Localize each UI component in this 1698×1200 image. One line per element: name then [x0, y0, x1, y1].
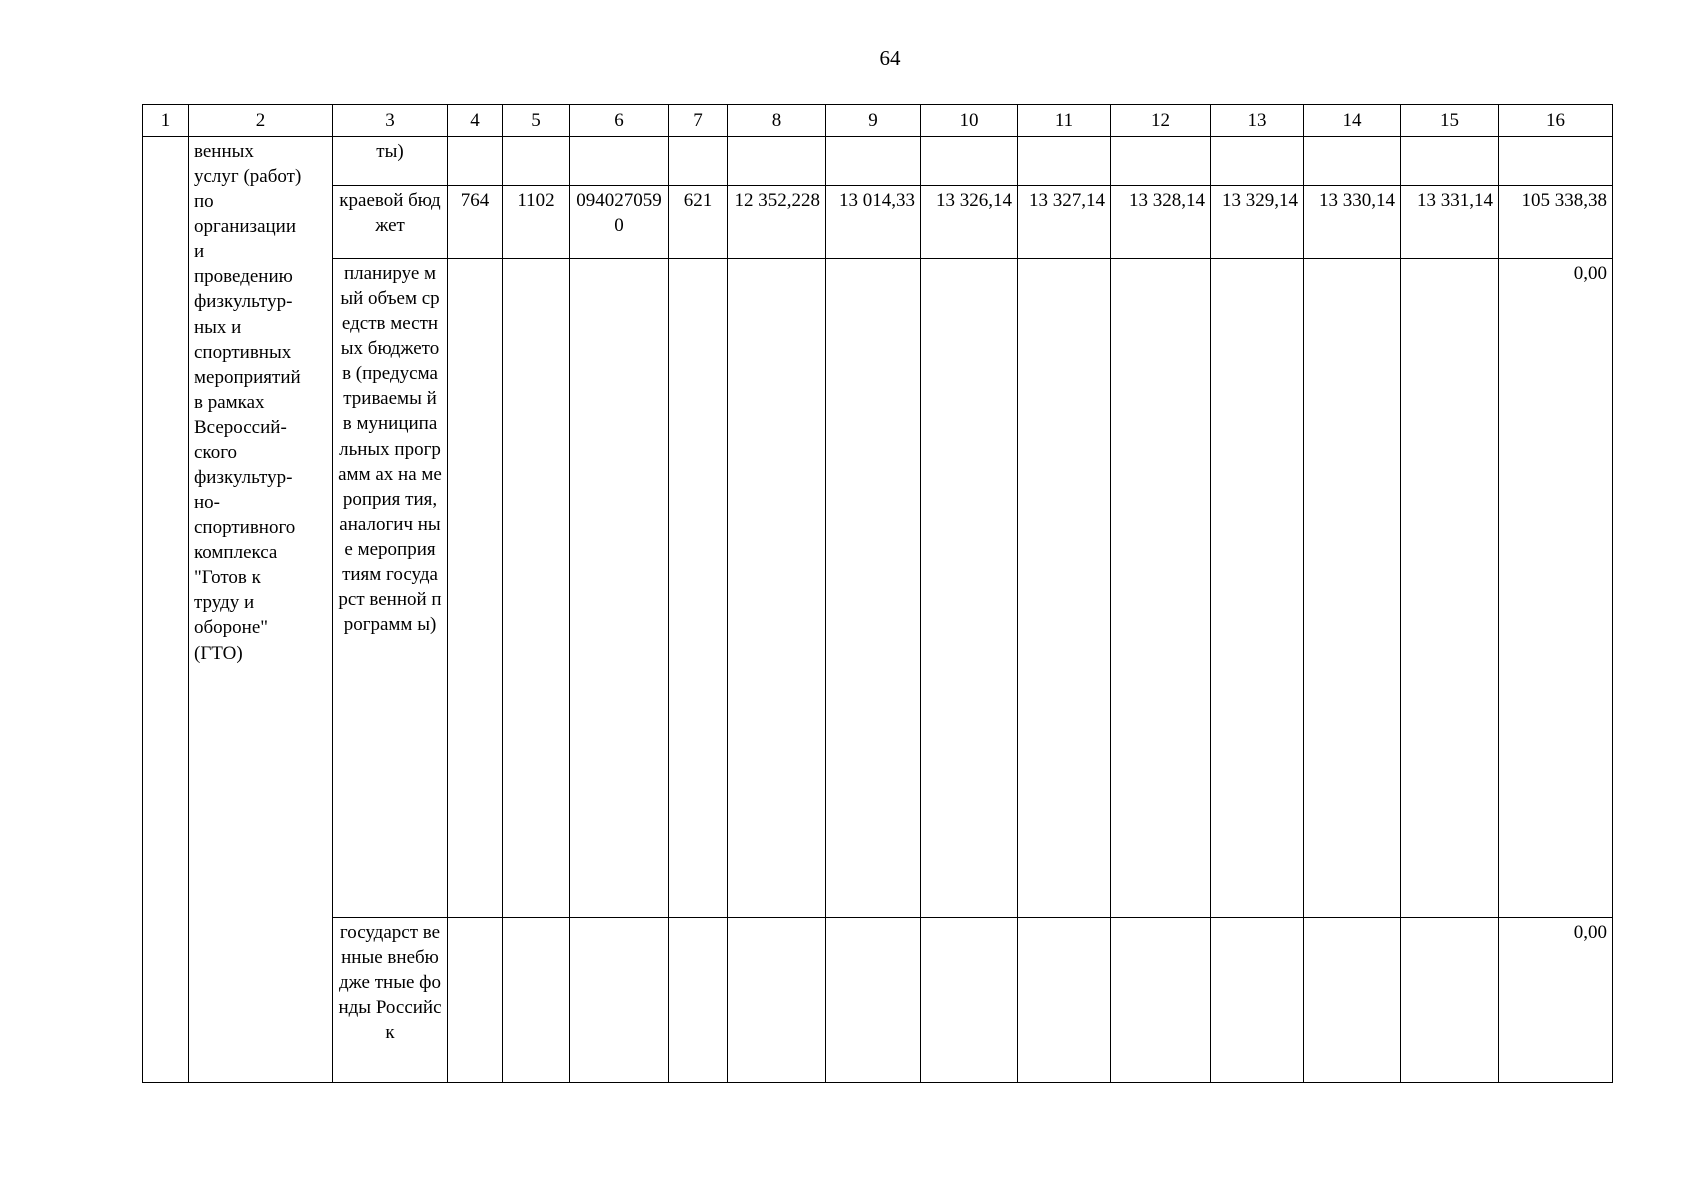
- table-cell: [669, 259, 728, 918]
- table-cell: 0,00: [1499, 918, 1613, 1083]
- column-header: 2: [189, 105, 333, 137]
- column-header: 13: [1211, 105, 1304, 137]
- table-cell: 13 331,14: [1401, 186, 1499, 259]
- table-cell: [1499, 137, 1613, 186]
- funding-source-cell: краевой бюджет: [333, 186, 448, 259]
- table-cell: [1111, 137, 1211, 186]
- table-cell: [826, 259, 921, 918]
- table-cell: 13 328,14: [1111, 186, 1211, 259]
- column-header: 7: [669, 105, 728, 137]
- table-cell: [1304, 259, 1401, 918]
- table-row: [143, 137, 1613, 186]
- column-header: 9: [826, 105, 921, 137]
- budget-table: [142, 104, 1613, 1083]
- column-header: 4: [448, 105, 503, 137]
- table-cell: [1018, 259, 1111, 918]
- table-cell: 13 327,14: [1018, 186, 1111, 259]
- measure-name-cell: [189, 137, 333, 1083]
- table-cell: [570, 259, 669, 918]
- table-cell: 105 338,38: [1499, 186, 1613, 259]
- table-cell: [1211, 259, 1304, 918]
- table-row: [143, 259, 1613, 918]
- funding-source-cell: государст венные внебюдже тные фонды Российск: [333, 918, 448, 1083]
- table-cell: [503, 918, 570, 1083]
- table-cell: 13 014,33: [826, 186, 921, 259]
- column-header: 6: [570, 105, 669, 137]
- table-cell: [728, 259, 826, 918]
- row-number-cell: [143, 137, 189, 1083]
- column-header: 16: [1499, 105, 1613, 137]
- column-header: 3: [333, 105, 448, 137]
- column-header: 12: [1111, 105, 1211, 137]
- column-header: 15: [1401, 105, 1499, 137]
- table-cell: [921, 918, 1018, 1083]
- table-cell: [570, 918, 669, 1083]
- table-cell: 13 326,14: [921, 186, 1018, 259]
- table-cell: 621: [669, 186, 728, 259]
- column-header: 14: [1304, 105, 1401, 137]
- column-header: 11: [1018, 105, 1111, 137]
- measure-name: венных услуг (работ) по организации и проведению физкультур- ных и спортивных мероприятий в рамках Всероссий- ского физкультур- но- спортивного комплекса "Готов к труду и обороне" (ГТО): [194, 141, 302, 664]
- column-header: 10: [921, 105, 1018, 137]
- table-cell: [503, 259, 570, 918]
- table-cell: [1401, 918, 1499, 1083]
- table-cell: 13 330,14: [1304, 186, 1401, 259]
- funding-source-cell: ты): [333, 137, 448, 186]
- table-cell: [921, 259, 1018, 918]
- table-cell: [728, 918, 826, 1083]
- table-cell: 0940270590: [570, 186, 669, 259]
- table-cell: [1211, 918, 1304, 1083]
- table-row: [143, 918, 1613, 1083]
- table-cell: [728, 137, 826, 186]
- table-row: [143, 186, 1613, 259]
- table-cell: [1401, 259, 1499, 918]
- table-cell: [1018, 918, 1111, 1083]
- table-cell: 0,00: [1499, 259, 1613, 918]
- table-cell: [669, 137, 728, 186]
- table-cell: [448, 137, 503, 186]
- table-cell: [570, 137, 669, 186]
- table-cell: 13 329,14: [1211, 186, 1304, 259]
- table-cell: [826, 137, 921, 186]
- page-number: 64: [879, 46, 901, 70]
- column-number-row: [143, 105, 1613, 137]
- table-cell: [1111, 259, 1211, 918]
- table-cell: [1111, 918, 1211, 1083]
- table-cell: [1304, 137, 1401, 186]
- table-cell: [1211, 137, 1304, 186]
- column-header: 8: [728, 105, 826, 137]
- table-cell: [1018, 137, 1111, 186]
- table-cell: 764: [448, 186, 503, 259]
- table-cell: [826, 918, 921, 1083]
- table-cell: 1102: [503, 186, 570, 259]
- column-header: 1: [143, 105, 189, 137]
- funding-source-cell: планируе мый объем средств местных бюджетов (предусма триваемы й в муниципа льных программ ах на мероприя тия, аналогич ные мероприя тиям государст венной программ ы): [333, 259, 448, 918]
- table-cell: [669, 918, 728, 1083]
- table-cell: [1304, 918, 1401, 1083]
- table-cell: [921, 137, 1018, 186]
- table-cell: [448, 918, 503, 1083]
- table-cell: [448, 259, 503, 918]
- column-header: 5: [503, 105, 570, 137]
- table-cell: [1401, 137, 1499, 186]
- table-cell: 12 352,228: [728, 186, 826, 259]
- table-cell: [503, 137, 570, 186]
